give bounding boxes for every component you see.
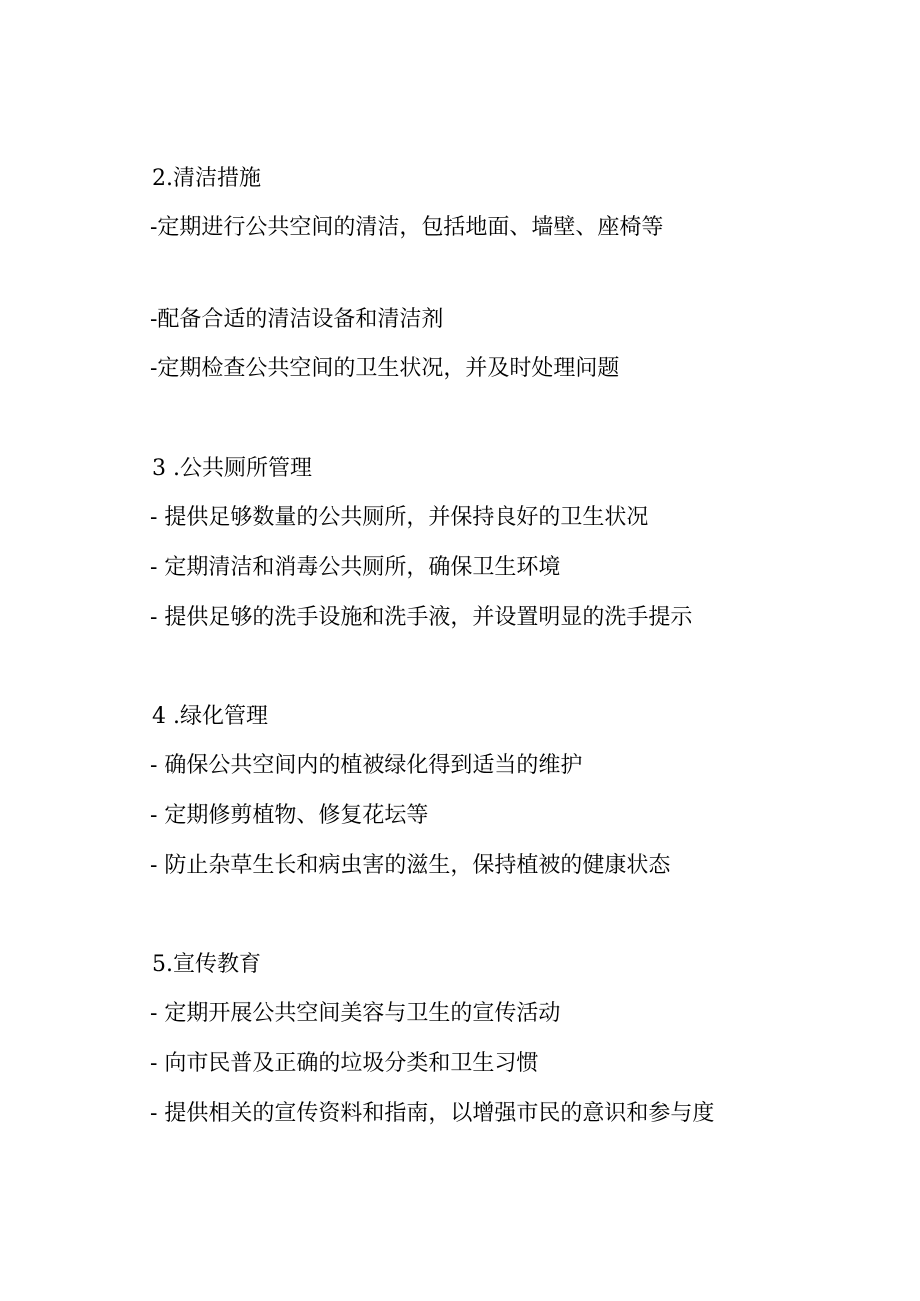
list-item: - 防止杂草生长和病虫害的滋生，保持植被的健康状态 — [150, 853, 671, 878]
list-item: - 提供足够数量的公共厕所，并保持良好的卫生状况 — [150, 505, 649, 530]
list-item: -定期进行公共空间的清洁，包括地面、墙壁、座椅等 — [150, 215, 664, 240]
list-item: - 定期清洁和消毒公共厕所，确保卫生环境 — [150, 555, 561, 580]
list-item: -配备合适的清洁设备和清洁剂 — [150, 307, 444, 332]
section-heading-education: 5.宣传教育 — [152, 952, 261, 977]
section-heading-cleaning: 2.清洁措施 — [152, 166, 261, 191]
list-item: - 确保公共空间内的植被绿化得到适当的维护 — [150, 753, 583, 778]
list-item: -定期检查公共空间的卫生状况，并及时处理问题 — [150, 356, 620, 381]
list-item: - 定期开展公共空间美容与卫生的宣传活动 — [150, 1001, 561, 1026]
section-heading-greening: 4 .绿化管理 — [152, 704, 268, 729]
list-item: - 提供足够的洗手设施和洗手液，并设置明显的洗手提示 — [150, 605, 693, 630]
list-item: - 定期修剪植物、修复花坛等 — [150, 803, 429, 828]
list-item: - 向市民普及正确的垃圾分类和卫生习惯 — [150, 1051, 539, 1076]
section-heading-toilets: 3 .公共厕所管理 — [152, 456, 312, 481]
list-item: - 提供相关的宣传资料和指南，以增强市民的意识和参与度 — [150, 1101, 715, 1126]
